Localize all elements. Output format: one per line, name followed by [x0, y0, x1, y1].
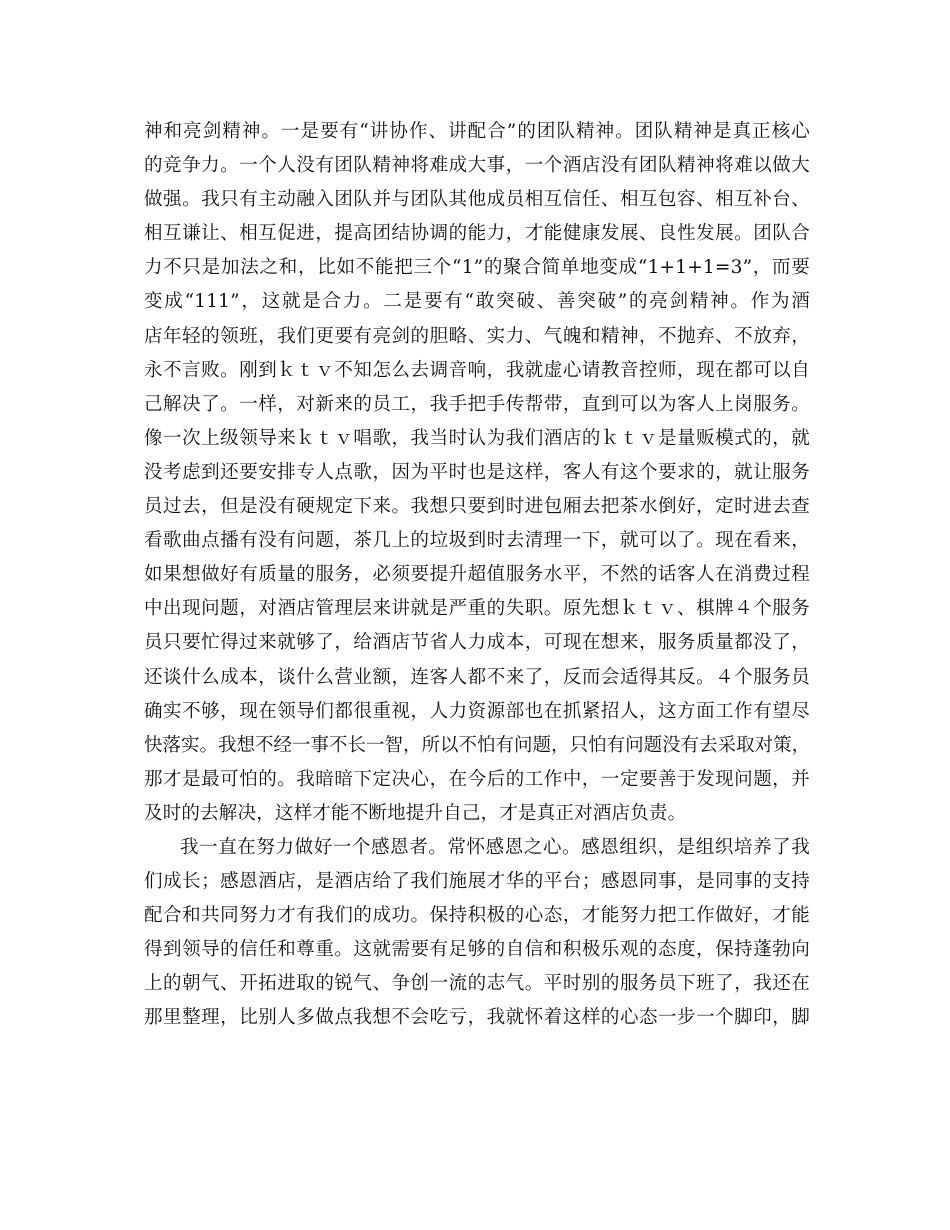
paragraph-2 [144, 831, 810, 1036]
text-line: 如果想做好有质量的服务，必须要提升超值服务水平，不然的话客人在消费过程 [144, 564, 810, 586]
text-line: 己解决了。一样，对新来的员工，我手把手传帮带，直到可以为客人上岗服务。 [144, 393, 810, 415]
text-line: 得到领导的信任和尊重。这就需要有足够的自信和积极乐观的态度，保持蓬勃向 [144, 939, 810, 961]
text-line: 看歌曲点播有没有问题，茶几上的垃圾到时去清理一下，就可以了。现在看来， [144, 530, 810, 552]
text-line: 相互谦让、相互促进，提高团结协调的能力，才能健康发展、良性发展。团队合 [144, 223, 810, 245]
text-line: 及时的去解决，这样才能不断地提升自己，才是真正对酒店负责。 [144, 802, 687, 824]
text-line: 的竞争力。一个人没有团队精神将难成大事，一个酒店没有团队精神将难以做大 [144, 155, 810, 177]
text-line: 永不言败。刚到ｋｔｖ不知怎么去调音响，我就虚心请教音控师，现在都可以自 [144, 359, 810, 381]
text-line: 确实不够，现在领导们都很重视，人力资源部也在抓紧招人，这方面工作有望尽 [144, 700, 810, 722]
text-line: 配合和共同努力才有我们的成功。保持积极的心态，才能努力把工作做好，才能 [144, 905, 810, 927]
text-line: 那才是最可怕的。我暗暗下定决心，在今后的工作中，一定要善于发现问题，并 [144, 768, 810, 790]
paragraph-1 [144, 115, 810, 831]
text-line: 没考虑到还要安排专人点歌，因为平时也是这样，客人有这个要求的，就让服务 [144, 461, 810, 483]
text-line: 我一直在努力做好一个感恩者。常怀感恩之心。感恩组织，是组织培养了我 [180, 836, 810, 858]
text-line: 上的朝气、开拓进取的锐气、争创一流的志气。平时别的服务员下班了，我还在 [144, 973, 810, 995]
text-line: 那里整理，比别人多做点我想不会吃亏，我就怀着这样的心态一步一个脚印，脚 [144, 1007, 810, 1029]
text-line: 们成长；感恩酒店，是酒店给了我们施展才华的平台；感恩同事，是同事的支持 [144, 871, 810, 893]
text-line: 神和亮剑精神。一是要有“讲协作、讲配合”的团队精神。团队精神是真正核心 [144, 121, 810, 142]
text-line: 做强。我只有主动融入团队并与团队其他成员相互信任、相互包容、相互补台、 [144, 189, 810, 211]
document-body [144, 115, 810, 1036]
text-line: 还谈什么成本，谈什么营业额，连客人都不来了，反而会适得其反。４个服务员 [144, 666, 810, 688]
text-line: 员过去，但是没有硬规定下来。我想只要到时进包厢去把茶水倒好，定时进去查 [144, 496, 810, 518]
text-line: 像一次上级领导来ｋｔｖ唱歌，我当时认为我们酒店的ｋｔｖ是量贩模式的，就 [144, 427, 810, 449]
text-line: 快落实。我想不经一事不长一智，所以不怕有问题，只怕有问题没有去采取对策， [144, 734, 810, 756]
text-line: 店年轻的领班，我们更要有亮剑的胆略、实力、气魄和精神，不抛弃、不放弃， [144, 325, 810, 347]
text-line: 员只要忙得过来就够了，给酒店节省人力成本，可现在想来，服务质量都没了， [144, 632, 810, 654]
text-line: 力不只是加法之和，比如不能把三个“1”的聚合简单地变成“1+1+1=3”，而要 [144, 257, 810, 279]
text-line: 变成“111”，这就是合力。二是要有“敢突破、善突破”的亮剑精神。作为酒 [144, 291, 810, 313]
text-line: 中出现问题，对酒店管理层来讲就是严重的失职。原先想ｋｔｖ、棋牌４个服务 [144, 598, 810, 620]
